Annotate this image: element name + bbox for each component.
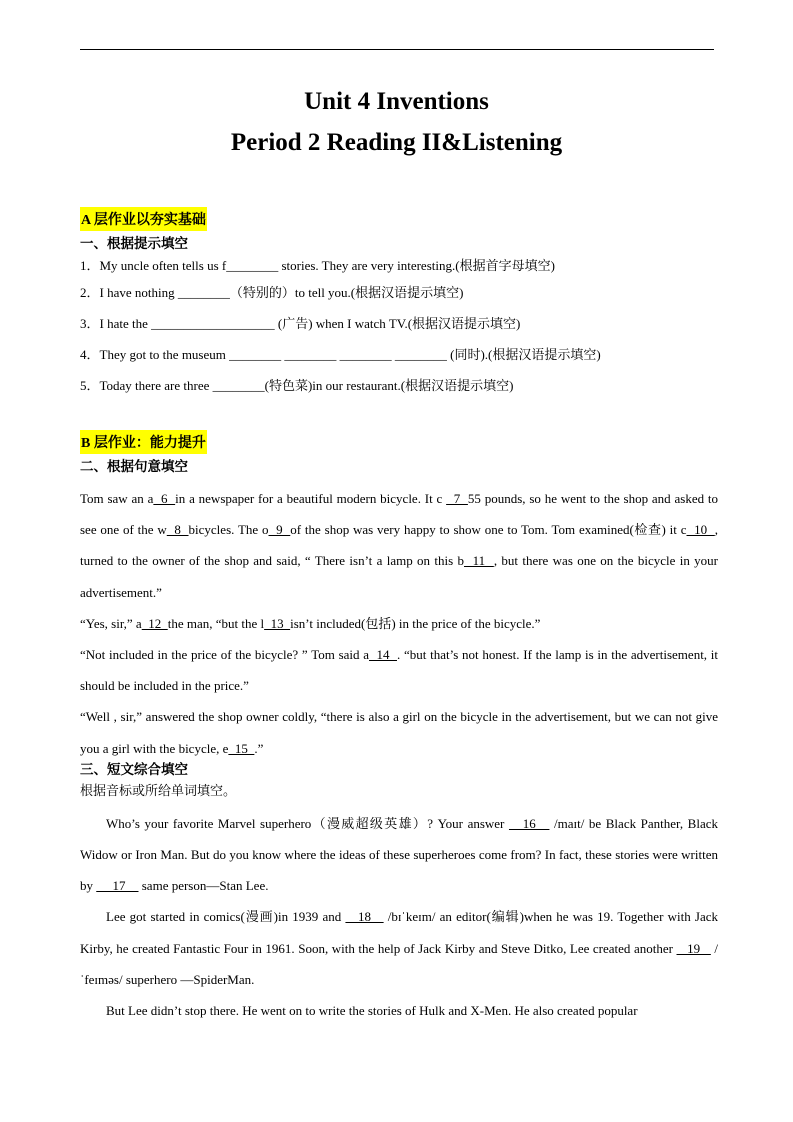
cloze-paragraph-1 xyxy=(80,483,718,608)
blank-9: 9 xyxy=(268,522,291,538)
cloze-paragraph-3 xyxy=(80,639,718,701)
blank-12: 12 xyxy=(141,615,168,631)
passage-paragraph-3: But Lee didn’t stop there. He went on to write the stories of Hulk and X-Men. He also created popular xyxy=(106,1003,638,1019)
blank-14: 14 xyxy=(369,647,397,663)
text: “Yes, sir,” a xyxy=(80,615,142,631)
text: same person—Stan Lee. xyxy=(138,878,269,894)
worksheet-body xyxy=(80,207,718,1026)
blank-13: 13 xyxy=(264,615,291,631)
text: , but there was one on the bicycle in your advertisement.” xyxy=(80,553,718,600)
question-2: 2．I have nothing ________（特别的）to tell you.(根据汉语提示填空) xyxy=(80,285,464,300)
blank-16: 16 xyxy=(508,815,550,831)
blank-8: 8 xyxy=(166,522,189,538)
text: Tom saw an a xyxy=(80,491,154,506)
blank-6: 6 xyxy=(153,491,176,506)
blank-17: 17 xyxy=(96,878,139,894)
text: /maɪt/ be Black Panther, Black Widow or Iron Man. But do you know where the ideas of these superheroes come from? In fact, these stories were written by xyxy=(80,815,719,894)
section-b-heading: 二、根据句意填空 xyxy=(80,459,188,474)
cloze-paragraph-2 xyxy=(80,608,718,639)
text: Who’s your favorite Marvel superhero（漫威超级英雄）? Your answer xyxy=(106,815,509,831)
section-a-label: A 层作业以夯实基础 xyxy=(80,207,207,231)
text: 55 pounds, so he went to the shop and asked to see one of the w xyxy=(80,491,719,538)
blank-19: 19 xyxy=(676,940,711,956)
passage-paragraph-2 xyxy=(80,901,718,995)
text: “Well , sir,” answered the shop owner coldly, “there is also a girl on the bicycle in the advertisement, but we can not give you a girl with the bicycle, e xyxy=(80,709,718,756)
blank-18: 18 xyxy=(345,909,384,925)
text: “Not included in the price of the bicycle? ” Tom said a xyxy=(80,647,370,663)
text: of the shop was very happy to show one to Tom. Tom examined(检查) it c xyxy=(290,522,687,538)
text: the man, “but the l xyxy=(167,615,265,631)
blank-11: 11 xyxy=(463,553,494,569)
section-b-label: B 层作业：能力提升 xyxy=(80,430,207,454)
question-3: 3．I hate the ___________________ (广告) when I watch TV.(根据汉语提示填空) xyxy=(80,316,521,331)
header-rule xyxy=(80,49,714,50)
text: in a newspaper for a beautiful modern bicycle. It c xyxy=(175,491,447,506)
question-5: 5．Today there are three ________(特色菜)in our restaurant.(根据汉语提示填空) xyxy=(80,378,514,393)
blank-15: 15 xyxy=(228,740,255,756)
text: . “but that’s not honest. If the lamp is in the advertisement, it should be included in the price.” xyxy=(80,647,719,694)
text: /ˈfeɪməs/ superhero —SpiderMan. xyxy=(80,940,718,987)
question-4: 4．They got to the museum ________ ________ ________ ________ (同时).(根据汉语提示填空) xyxy=(80,347,601,362)
cloze-paragraph-4 xyxy=(80,701,718,763)
page-subtitle: Period 2 Reading II&Listening xyxy=(230,129,563,156)
passage-paragraph-1 xyxy=(80,808,718,902)
section-c-heading: 三、短文综合填空 xyxy=(80,761,188,777)
text: /bɪˈkeɪm/ an editor(编辑)when he was 19. Together with Jack Kirby, he created Fantastic Four in 1961. Soon, with the help of Jack Kirby and Steve Ditko, Lee created another xyxy=(80,909,718,956)
section-c-instruction: 根据音标或所给单词填空。 xyxy=(80,782,237,798)
text: Lee got started in comics(漫画)in 1939 and xyxy=(106,909,346,925)
question-1: 1．My uncle often tells us f________ stories. They are very interesting.(根据首字母填空) xyxy=(80,258,555,273)
blank-7: 7 xyxy=(446,491,468,506)
blank-10: 10 xyxy=(686,522,715,538)
page-title: Unit 4 Inventions xyxy=(304,88,489,115)
text: isn’t included(包括) in the price of the bicycle.” xyxy=(290,615,541,631)
text: bicycles. The o xyxy=(188,522,269,538)
text: , turned to the owner of the shop and said, “ There isn’t a lamp on this b xyxy=(80,522,719,569)
section-a-heading: 一、根据提示填空 xyxy=(80,236,188,251)
text: .” xyxy=(254,740,264,756)
